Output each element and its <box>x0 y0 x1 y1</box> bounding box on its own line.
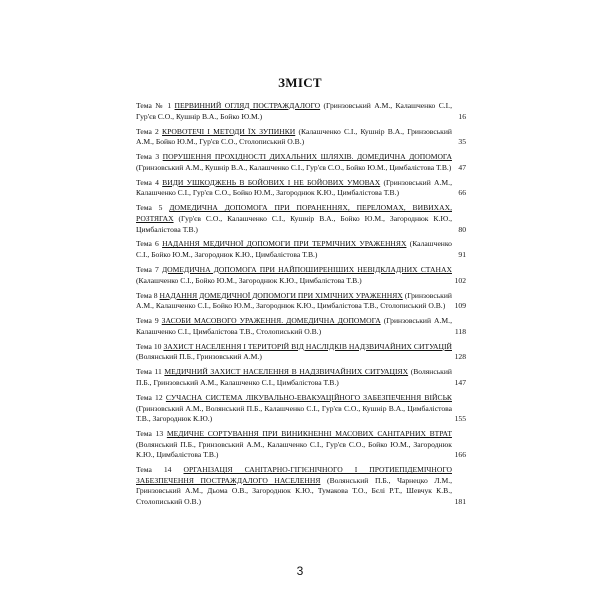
topic-page-number: 118 <box>454 326 466 336</box>
topic-page-number: 91 <box>458 250 466 260</box>
toc-entry-5[interactable] <box>136 203 466 235</box>
topic-title[interactable]: МЕДИЧНЕ СОРТУВАННЯ ПРИ ВИНИКНЕННІ МАСОВИХ САНІТАРНИХ ВТРАТ <box>166 429 452 439</box>
topic-number: Тема 6 <box>136 239 159 249</box>
topic-number: Тема 3 <box>136 152 160 162</box>
topic-title[interactable]: ДОМЕДИЧНА ДОПОМОГА ПРИ НАЙПОШИРЕНІШИХ НЕВІДКЛАДНИХ СТАНАХ <box>161 265 452 275</box>
topic-authors: (Калашченко С.І., Бойко Ю.М., Загороднюк К.Ю., Цимбалістова Т.В.) <box>136 275 362 285</box>
topic-page-number: 166 <box>454 450 466 460</box>
topic-authors: (Калашченко С.І., Кушнір В.А., Гринзовський А.М., Бойко Ю.М., Гур'єв С.О., Столописький О.В.) <box>136 126 452 147</box>
topic-number: Тема 11 <box>136 367 162 377</box>
topic-authors: (Гур'єв С.О., Калашченко С.І., Кушнір В.А., Бойко Ю.М., Загороднюк К.Ю., Цимбалістова Т.В.) <box>136 213 452 234</box>
toc-entry-1[interactable] <box>136 101 466 122</box>
topic-title[interactable]: ОРГАНІЗАЦІЯ САНІТАРНО-ГІГІЄНІЧНОГО І ПРОТИЕПІДЕМІЧНОГО ЗАБЕЗПЕЧЕННЯ ПОСТРАЖДАЛОГО НАСЕЛЕННЯ <box>136 465 452 485</box>
topic-title[interactable]: СУЧАСНА СИСТЕМА ЛІКУВАЛЬНО-ЕВАКУАЦІЙНОГО ЗАБЕЗПЕЧЕННЯ ВІЙСЬК <box>165 392 452 402</box>
toc-entry-8[interactable] <box>136 291 466 312</box>
topic-number: Тема 14 <box>136 465 172 475</box>
toc-entry-10[interactable] <box>136 342 466 363</box>
topic-title[interactable]: НАДАННЯ МЕДИЧНОЇ ДОПОМОГИ ПРИ ТЕРМІЧНИХ УРАЖЕННЯХ <box>162 239 407 249</box>
toc-entry-2[interactable] <box>136 127 466 148</box>
toc-entry-12[interactable] <box>136 393 466 425</box>
topic-number: Тема 8 <box>136 290 158 300</box>
topic-authors: (Гринзовський А.М., Калашченко С.І., Бойко Ю.М., Загороднюк К.Ю., Цимбалістова Т.В., Столописький О.В.) <box>136 290 452 311</box>
topic-title[interactable]: МЕДИЧНИЙ ЗАХИСТ НАСЕЛЕННЯ В НАДЗВИЧАЙНИХ СИТУАЦІЯХ <box>164 367 409 377</box>
topic-authors: (Гринзовський А.М., Волянський П.Б., Калашченко С.І., Гур'єв С.О., Кушнір В.А., Цимбалістова Т.В., Загороднюк К.Ю.) <box>136 403 452 424</box>
topic-page-number: 35 <box>458 137 466 147</box>
topic-page-number: 181 <box>454 497 466 507</box>
topic-authors: (Волянський П.Б., Гринзовський А.М.) <box>136 352 262 362</box>
page-title: ЗМІСТ <box>278 75 322 90</box>
toc-entry-6[interactable] <box>136 239 466 260</box>
topic-authors: (Калашченко С.І., Бойко Ю.М., Загороднюк К.Ю., Цимбалістова Т.В.) <box>136 239 452 260</box>
topic-authors: (Волянський П.Б., Гринзовський А.М., Калашченко С.І., Цимбалістова Т.В.) <box>136 367 452 387</box>
topic-title[interactable]: ПЕРВИННИЙ ОГЛЯД ПОСТРАЖДАЛОГО <box>174 101 321 110</box>
topic-page-number: 47 <box>458 162 466 172</box>
topic-title[interactable]: ДОМЕДИЧНА ДОПОМОГА ПРИ ПОРАНЕННЯХ, ПЕРЕЛОМАХ, ВИВИХАХ, РОЗТЯГАХ <box>136 203 452 223</box>
toc-entry-3[interactable] <box>136 152 466 173</box>
toc-entry-7[interactable] <box>136 265 466 286</box>
toc-entry-11[interactable] <box>136 367 466 388</box>
topic-title[interactable]: КРОВОТЕЧІ І МЕТОДИ ЇХ ЗУПИНКИ <box>162 126 296 136</box>
topic-authors: (Гринзовський А.М., Калашченко С.І., Цимбалістова Т.В., Столописький О.В.) <box>136 316 452 336</box>
topic-number: Тема 2 <box>136 126 159 136</box>
topic-title[interactable]: ВИДИ УШКОДЖЕНЬ В БОЙОВИХ І НЕ БОЙОВИХ УМОВАХ <box>162 177 381 187</box>
toc-entry-4[interactable] <box>136 178 466 199</box>
topic-title[interactable]: НАДАННЯ ДОМЕДИЧНОЇ ДОПОМОГИ ПРИ ХІМІЧНИХ УРАЖЕННЯХ <box>159 290 403 300</box>
toc-entry-9[interactable] <box>136 316 466 337</box>
topic-title[interactable]: ЗАСОБИ МАСОВОГО УРАЖЕННЯ. ДОМЕДИЧНА ДОПОМОГА <box>161 316 381 326</box>
topic-title[interactable]: ПОРУШЕННЯ ПРОХІДНОСТІ ДИХАЛЬНИХ ШЛЯХІВ. ДОМЕДИЧНА ДОПОМОГА <box>162 152 452 162</box>
toc-entry-14[interactable] <box>136 465 466 507</box>
topic-number: Тема 12 <box>136 392 163 402</box>
topic-authors: (Волянський П.Б., Гринзовський А.М., Калашченко С.І., Гур'єв С.О., Бойко Ю.М., Загороднюк К.Ю., Цимбалістова Т.В.) <box>136 439 452 460</box>
table-of-contents <box>136 101 466 512</box>
topic-page-number: 16 <box>458 111 466 121</box>
topic-page-number: 155 <box>454 414 466 424</box>
topic-title[interactable]: ЗАХИСТ НАСЕЛЕННЯ І ТЕРИТОРІЙ ВІД НАСЛІДКІВ НАДЗВИЧАЙНИХ СИТУАЦІЙ <box>163 341 452 351</box>
topic-page-number: 147 <box>454 377 466 387</box>
topic-authors: (Гринзовський А.М., Калашченко С.І., Гур'єв С.О., Кушнір В.А., Бойко Ю.М.) <box>136 101 452 121</box>
topic-number: Тема № 1 <box>136 101 172 110</box>
topic-page-number: 109 <box>454 301 466 311</box>
topic-number: Тема 5 <box>136 203 163 213</box>
page-number: 3 <box>296 564 304 578</box>
topic-page-number: 66 <box>458 188 466 198</box>
topic-number: Тема 7 <box>136 265 159 275</box>
topic-page-number: 80 <box>458 224 466 234</box>
topic-number: Тема 10 <box>136 341 162 351</box>
toc-entry-13[interactable] <box>136 429 466 461</box>
topic-number: Тема 13 <box>136 429 164 439</box>
topic-authors: (Волянський П.Б., Чарнецко Л.М., Гринзовський А.М., Дьома О.В., Загороднюк К.Ю., Тумакова Т.О., Бєлі Р.Т., Шевчук К.В., Столописький О.В.) <box>136 475 452 507</box>
topic-number: Тема 9 <box>136 316 159 326</box>
topic-page-number: 128 <box>454 352 466 362</box>
topic-authors: (Гринзовський А.М., Калашченко С.І., Гур'єв С.О., Бойко Ю.М., Загороднюк К.Ю., Цимбалістова Т.В.) <box>136 177 452 198</box>
topic-authors: (Гринзовський А.М., Кушнір В.А., Калашченко С.І., Гур'єв С.О., Бойко Ю.М., Цимбалістова Т.В.) <box>136 162 452 172</box>
topic-page-number: 102 <box>454 275 466 285</box>
topic-number: Тема 4 <box>136 177 159 187</box>
